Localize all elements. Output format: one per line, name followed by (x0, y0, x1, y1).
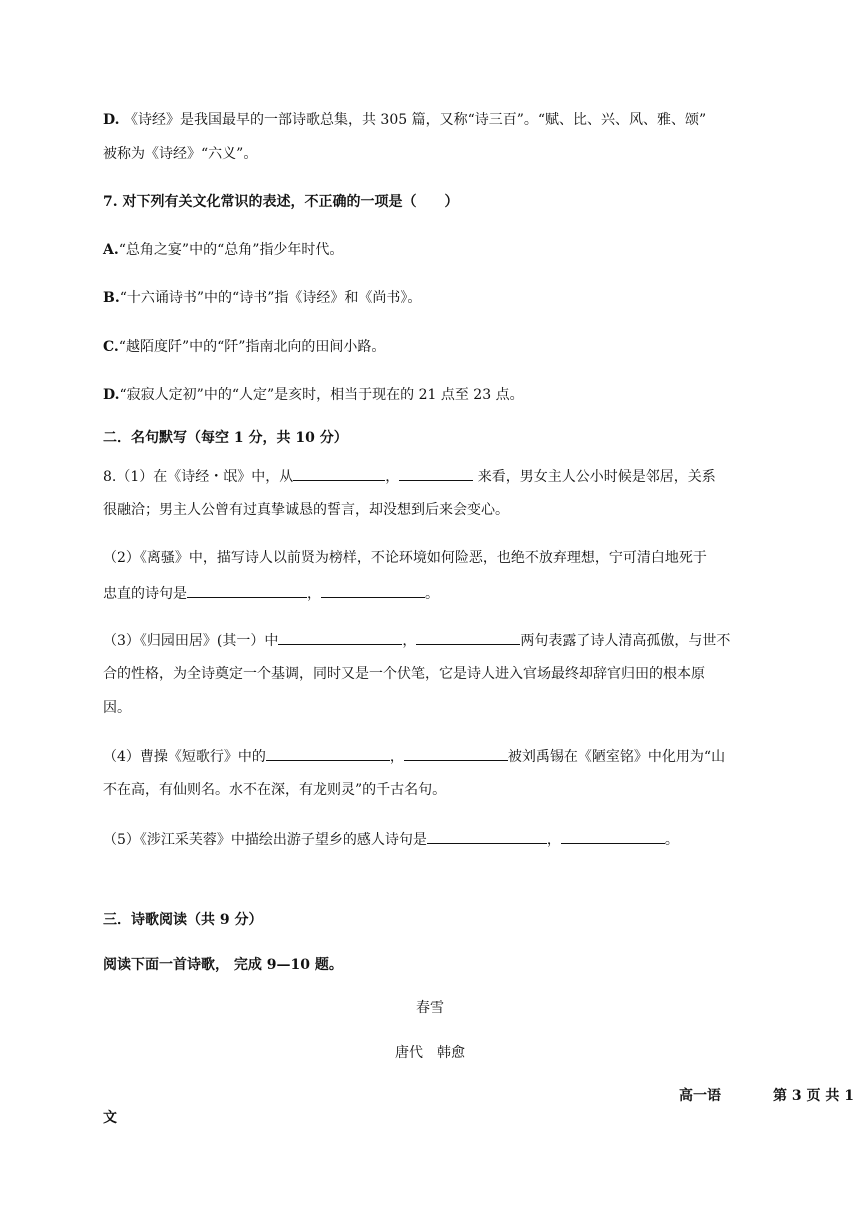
q8-part3-text: （3）《归园田居》(其一）中 (103, 633, 279, 649)
q8-part4-text: （4）曹操《短歌行》中的 (103, 749, 266, 765)
q8-part3-text: 两句表露了诗人清高孤傲，与世不 (520, 633, 731, 649)
answer-blank[interactable] (278, 630, 402, 645)
q8-part1-line1 (103, 466, 716, 487)
section3-instruction: 阅读下面一首诗歌， 完成 9—10 题。 (103, 957, 343, 973)
q8-part3-comma: ， (402, 633, 417, 649)
option-text: “越陌度阡”中的“阡”指南北向的田间小路。 (118, 339, 386, 355)
q8-part5-line1 (103, 829, 679, 850)
footer-subject-wrap: 文 (103, 1110, 117, 1126)
q7-option-c (103, 337, 385, 357)
q7-option-a (103, 240, 343, 260)
q6-option-d-line2: 被称为《诗经》“六义”。 (103, 146, 258, 162)
poem-author: 唐代 韩愈 (395, 1045, 465, 1061)
q8-part4-line1 (103, 746, 725, 767)
q8-part2-line2 (103, 583, 439, 604)
answer-blank[interactable] (399, 466, 473, 481)
answer-blank[interactable] (321, 583, 425, 598)
answer-blank[interactable] (404, 746, 508, 761)
q8-part3-line2: 合的性格，为全诗奠定一个基调，同时又是一个伏笔，它是诗人进入官场最终却辞官归田的根本原 (103, 666, 705, 682)
option-text: 《诗经》是我国最早的一部诗歌总集，共 305 篇，又称“诗三百”。“赋、比、兴、风、雅、颂” (123, 112, 707, 128)
answer-blank[interactable] (427, 829, 547, 844)
option-text: “总角之宴”中的“总角”指少年时代。 (118, 242, 344, 258)
option-text: “寂寂人定初”中的“人定”是亥时，相当于现在的 21 点至 23 点。 (119, 387, 524, 403)
q8-part4-text: 被刘禹锡在《陋室铭》中化用为“山 (507, 749, 726, 765)
q7-stem: 7. 对下列有关文化常识的表述，不正确的一项是（ ） (103, 194, 459, 210)
option-label: B. (103, 290, 120, 306)
q8-part3-line3: 因。 (103, 700, 131, 716)
q8-part4-line2: 不在高，有仙则名。水不在深，有龙则灵”的千古名句。 (103, 782, 447, 798)
q8-part2-text: 忠直的诗句是 (103, 586, 187, 602)
q8-part1-comma: ， (385, 469, 400, 485)
option-text: “十六诵诗书”中的“诗书”指《诗经》和《尚书》。 (119, 290, 422, 306)
q6-option-d-line1 (103, 110, 706, 130)
section3-heading: 三．诗歌阅读（共 9 分） (103, 912, 263, 928)
q7-option-d (103, 385, 524, 405)
option-label: D. (103, 387, 120, 403)
q8-part4-comma: ， (389, 749, 404, 765)
footer-subject: 高一语 (679, 1088, 721, 1104)
q8-part3-line1 (103, 630, 730, 651)
poem-title: 春雪 (416, 1000, 444, 1016)
q8-part2-line1: （2）《离骚》中，描写诗人以前贤为榜样，不论环境如何险恶，也绝不放弃理想，宁可清白地死于 (103, 550, 707, 566)
q8-part2-period: 。 (425, 586, 439, 602)
answer-blank[interactable] (561, 829, 665, 844)
answer-blank[interactable] (187, 583, 307, 598)
q8-part5-comma: ， (546, 832, 561, 848)
footer-page-number: 第 3 页 共 1 (773, 1088, 854, 1104)
q8-part5-text: （5）《涉江采芙蓉》中描绘出游子望乡的感人诗句是 (103, 832, 427, 848)
q8-part2-comma: ， (307, 586, 321, 602)
q8-part1-line2: 很融洽；男主人公曾有过真挚诚恳的誓言，却没想到后来会变心。 (103, 502, 509, 518)
option-label: D. (103, 112, 120, 128)
option-label: A. (103, 242, 119, 258)
answer-blank[interactable] (416, 630, 520, 645)
section2-heading: 二．名句默写（每空 1 分，共 10 分） (103, 430, 348, 446)
q8-part1-text: 8.（1）在《诗经・氓》中，从 (103, 469, 294, 485)
answer-blank[interactable] (293, 466, 385, 481)
option-label: C. (103, 339, 119, 355)
q8-part1-text: 来看，男女主人公小时候是邻居，关系 (477, 469, 716, 485)
answer-blank[interactable] (266, 746, 390, 761)
q8-part5-period: 。 (664, 832, 679, 848)
q7-option-b (103, 288, 421, 308)
